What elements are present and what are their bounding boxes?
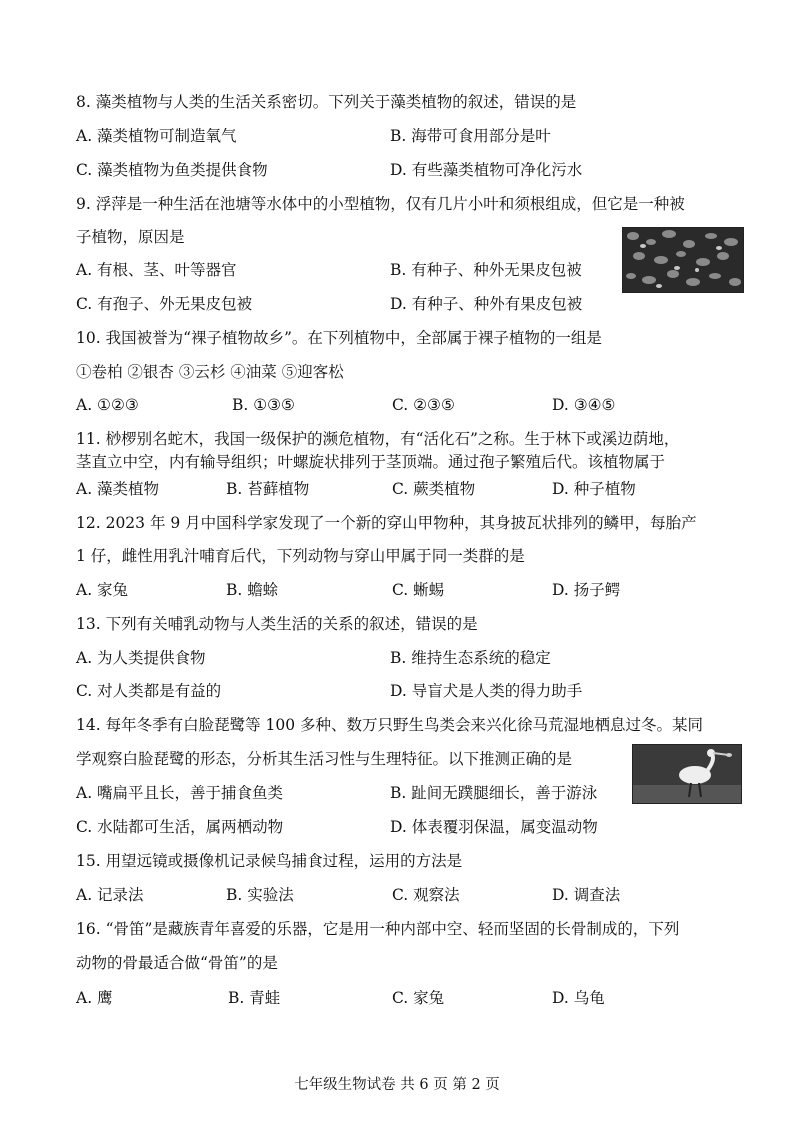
option-a: A. 为人类提供食物	[76, 649, 206, 667]
option-a: A. 藻类植物可制造氧气	[76, 127, 237, 145]
question-14-stem-line-2: 学观察白脸琵鹭的形态，分析其生活习性与生理特征。以下推测正确的是	[76, 750, 573, 768]
question-13-stem: 13. 下列有关哺乳动物与人类生活的关系的叙述，错误的是	[76, 615, 478, 633]
option-c: C. 蜥蜴	[392, 581, 445, 599]
question-15-stem: 15. 用望远镜或摄像机记录候鸟捕食过程，运用的方法是	[76, 852, 463, 870]
option-c: C. 家兔	[392, 989, 445, 1007]
question-16-stem-line-2: 动物的骨最适合做“骨笛”的是	[76, 954, 278, 972]
option-b: B. 实验法	[226, 886, 294, 904]
option-b: B. 苔藓植物	[226, 480, 310, 498]
option-a: A. 家兔	[76, 581, 129, 599]
option-a: A. 有根、茎、叶等器官	[76, 261, 237, 279]
option-a: A. ①②③	[76, 396, 139, 414]
option-d: D. 种子植物	[552, 480, 636, 498]
question-16-stem-line-1: 16. “骨笛”是藏族青年喜爱的乐器，它是用一种内部中空、轻而坚固的长骨制成的，下列	[76, 920, 680, 938]
option-a: A. 鹰	[76, 989, 113, 1007]
question-11-stem-line-2: 茎直立中空，内有输导组织；叶螺旋状排列于茎顶端。通过孢子繁殖后代。该植物属于	[76, 453, 666, 471]
option-c: C. 藻类植物为鱼类提供食物	[76, 161, 268, 179]
question-12-stem-line-2: 1 仔，雌性用乳汁哺育后代，下列动物与穿山甲属于同一类群的是	[76, 547, 525, 565]
option-b: B. 青蛙	[228, 989, 281, 1007]
option-d: D. 体表覆羽保温，属变温动物	[390, 818, 598, 836]
option-d: D. 乌龟	[552, 989, 605, 1007]
option-c: C. 观察法	[392, 886, 460, 904]
option-d: D. 调查法	[552, 886, 621, 904]
question-9-stem-line-2: 子植物，原因是	[76, 228, 185, 246]
question-12-stem-line-1: 12. 2023 年 9 月中国科学家发现了一个新的穿山甲物种，其身披瓦状排列的鳞甲，每胎产	[76, 514, 697, 532]
question-10-items: ①卷柏 ②银杏 ③云杉 ④油菜 ⑤迎客松	[76, 363, 344, 381]
page-footer: 七年级生物试卷 共 6 页 第 2 页	[294, 1077, 500, 1093]
option-c: C. 有孢子、外无果皮包被	[76, 295, 253, 313]
option-b: B. 有种子、种外无果皮包被	[390, 261, 582, 279]
option-d: D. 有些藻类植物可净化污水	[390, 161, 583, 179]
option-b: B. 海带可食用部分是叶	[390, 127, 551, 145]
option-c: C. 水陆都可生活，属两栖动物	[76, 818, 284, 836]
option-d: D. 导盲犬是人类的得力助手	[390, 682, 583, 700]
option-d: D. 有种子、种外有果皮包被	[390, 295, 583, 313]
option-a: A. 记录法	[76, 886, 144, 904]
option-a: A. 藻类植物	[76, 480, 160, 498]
duckweed-photo	[622, 227, 744, 293]
option-d: D. 扬子鳄	[552, 581, 621, 599]
option-c: C. 对人类都是有益的	[76, 682, 222, 700]
option-c: C. 蕨类植物	[392, 480, 476, 498]
option-c: C. ②③⑤	[392, 396, 455, 414]
option-d: D. ③④⑤	[552, 396, 616, 414]
question-14-stem-line-1: 14. 每年冬季有白脸琵鹭等 100 多种、数万只野生鸟类会来兴化徐马荒湿地栖息过冬。某同	[76, 716, 704, 734]
option-b: B. ①③⑤	[232, 396, 295, 414]
option-a: A. 嘴扁平且长，善于捕食鱼类	[76, 784, 284, 802]
option-b: B. 维持生态系统的稳定	[390, 649, 551, 667]
question-10-stem: 10. 我国被誉为“裸子植物故乡”。在下列植物中，全部属于裸子植物的一组是	[76, 329, 602, 347]
question-9-stem-line-1: 9. 浮萍是一种生活在池塘等水体中的小型植物，仅有几片小叶和须根组成，但它是一种被	[76, 195, 685, 213]
option-b: B. 蟾蜍	[226, 581, 279, 599]
question-11-stem-line-1: 11. 桫椤别名蛇木，我国一级保护的濒危植物，有“活化石”之称。生于林下或溪边荫地，	[76, 430, 680, 448]
option-b: B. 趾间无蹼腿细长，善于游泳	[390, 784, 598, 802]
question-8-stem: 8. 藻类植物与人类的生活关系密切。下列关于藻类植物的叙述，错误的是	[76, 93, 577, 111]
spoonbill-photo	[632, 744, 742, 804]
